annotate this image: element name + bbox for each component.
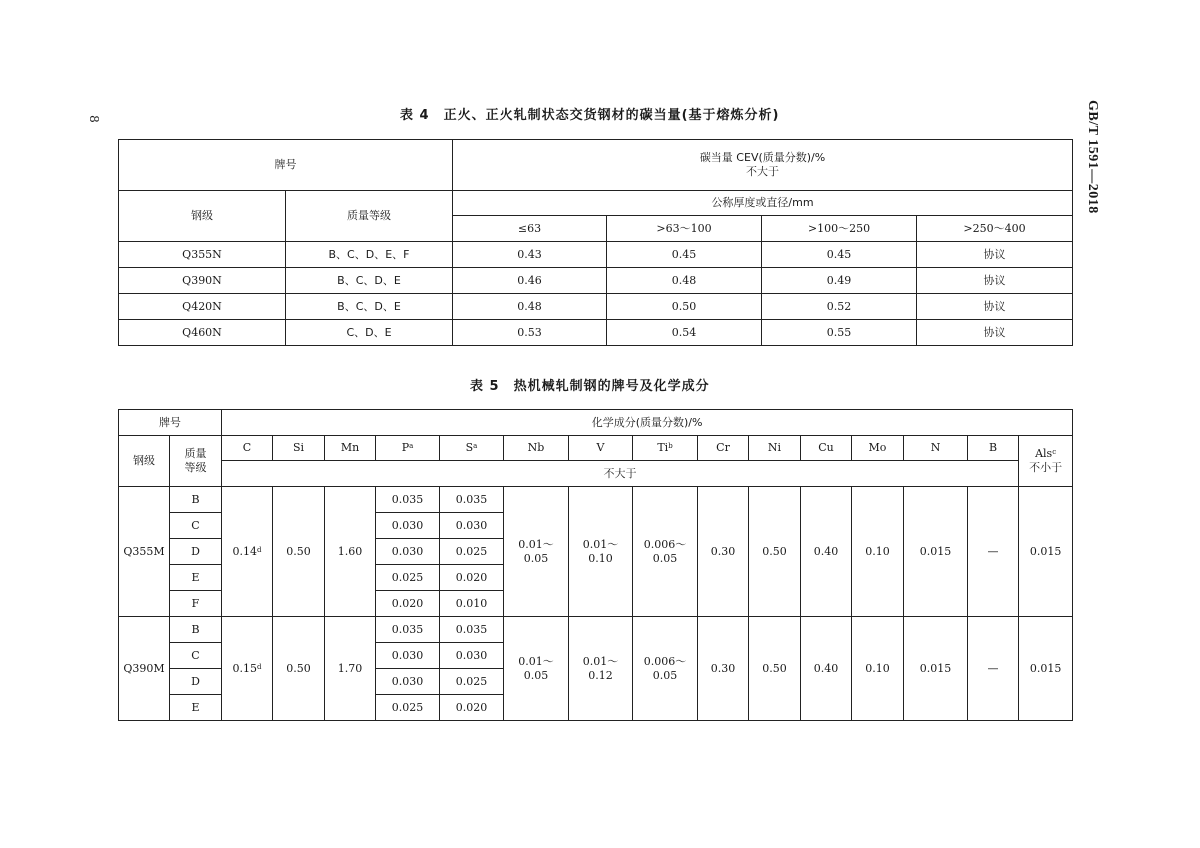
value-cell: 0.45 [762,242,917,268]
quality-cell: F [170,591,222,617]
als-min-label: 不小于 [1029,461,1063,474]
n-value-cell: 0.015 [904,487,968,617]
table-row [119,242,1073,268]
quality-cell: B [170,487,222,513]
mo-value-cell: 0.10 [852,617,904,721]
table4-caption: 表 4 正火、正火轧制状态交货钢材的碳当量(基于熔炼分析) [400,108,780,123]
v-value-cell [569,617,633,721]
cr-value-cell: 0.30 [698,617,749,721]
p-value-cell: 0.030 [376,539,440,565]
element-header-cu: Cu [801,436,852,461]
v-value-line1: 0.01～ [582,654,619,668]
quality-cell: E [170,565,222,591]
table-row [119,268,1073,294]
nb-value-cell [504,617,569,721]
value-cell: 0.55 [762,320,917,346]
ti-symbol: Ti [657,441,669,454]
p-symbol: P [401,441,410,454]
c-footnote: d [257,662,262,671]
grade-cell: Q355N [119,242,286,268]
element-header-si: Si [273,436,325,461]
ti-value-line1: 0.006～ [643,654,687,668]
grade-cell: Q390M [119,617,170,721]
p-footnote: a [409,442,414,450]
table5-steel-grade-header: 钢级 [119,436,170,487]
als-footnote: c [1052,448,1057,456]
p-value-cell: 0.025 [376,695,440,721]
si-value-cell: 0.50 [273,617,325,721]
max-label: 不大于 [222,461,1019,487]
c-value-cell [222,617,273,721]
p-value-cell: 0.030 [376,513,440,539]
als-label [1019,447,1072,461]
value-cell: 0.43 [453,242,607,268]
p-value-cell: 0.020 [376,591,440,617]
c-footnote: d [257,545,262,554]
standard-code: GB/T 1591—2018 [1085,100,1100,214]
value-cell: 0.45 [607,242,762,268]
value-cell: 协议 [917,242,1073,268]
element-header-cr: Cr [698,436,749,461]
grade-cell: Q390N [119,268,286,294]
quality-cell: B、C、D、E [286,268,453,294]
value-cell: 0.48 [607,268,762,294]
element-header-mn: Mn [325,436,376,461]
value-cell: 协议 [917,320,1073,346]
element-header-als [1019,436,1073,487]
ni-value-cell: 0.50 [749,487,801,617]
value-cell: 0.49 [762,268,917,294]
mn-value-cell: 1.60 [325,487,376,617]
thickness-col-3: >100～250 [762,216,917,242]
v-value-line2: 0.10 [588,551,613,565]
table-row [119,617,1073,643]
grade-cell: Q420N [119,294,286,320]
value-cell: 0.46 [453,268,607,294]
s-value-cell: 0.030 [440,513,504,539]
c-value: 0.14 [232,544,257,558]
value-cell: 0.52 [762,294,917,320]
cev-max-label: 不大于 [746,165,780,178]
table4-thickness-header: 公称厚度或直径/mm [453,191,1073,216]
table4-carbon-equivalent [118,139,1073,346]
element-header-b: B [968,436,1019,461]
p-value-cell: 0.030 [376,669,440,695]
s-footnote: a [473,442,478,450]
ti-value-line2: 0.05 [652,668,678,682]
b-value-cell: — [968,487,1019,617]
quality-cell: C、D、E [286,320,453,346]
table4-cev-header [453,140,1073,191]
ti-footnote: b [668,442,673,450]
thickness-col-1: ≤63 [453,216,607,242]
s-value-cell: 0.020 [440,565,504,591]
nb-value-line1: 0.01～ [518,654,554,668]
nb-value-cell [504,487,569,617]
value-cell: 协议 [917,294,1073,320]
nb-value-line2: 0.05 [523,551,549,565]
s-value-cell: 0.030 [440,643,504,669]
thickness-col-2: >63～100 [607,216,762,242]
table5-chemical-composition [118,409,1073,721]
element-header-mo: Mo [852,436,904,461]
table-row [119,294,1073,320]
p-value-cell: 0.035 [376,487,440,513]
element-header-s [440,436,504,461]
table4-grade-group-header: 牌号 [119,140,453,191]
element-header-ti [633,436,698,461]
v-value-line2: 0.12 [588,668,613,682]
quality-cell: B、C、D、E [286,294,453,320]
nb-value-line2: 0.05 [523,668,549,682]
grade-cell: Q460N [119,320,286,346]
cev-label: 碳当量 CEV(质量分数)/% [699,151,826,164]
quality-cell: C [170,513,222,539]
c-value: 0.15 [232,661,257,675]
thickness-col-4: >250～400 [917,216,1073,242]
quality-cell: B [170,617,222,643]
ni-value-cell: 0.50 [749,617,801,721]
table4-steel-grade-header: 钢级 [119,191,286,242]
quality-label-2: 等级 [184,461,207,474]
s-value-cell: 0.025 [440,669,504,695]
quality-cell: E [170,695,222,721]
p-value-cell: 0.030 [376,643,440,669]
mn-value-cell: 1.70 [325,617,376,721]
quality-cell: B、C、D、E、F [286,242,453,268]
v-value-line1: 0.01～ [582,537,619,551]
mo-value-cell: 0.10 [852,487,904,617]
page-number: 8 [86,115,101,123]
table-row [119,487,1073,513]
v-value-cell [569,487,633,617]
p-value-cell: 0.035 [376,617,440,643]
quality-cell: C [170,643,222,669]
als-value-cell: 0.015 [1019,617,1073,721]
ti-value-line2: 0.05 [652,551,678,565]
table5-grade-group-header: 牌号 [119,410,222,436]
als-value-cell: 0.015 [1019,487,1073,617]
nb-value-line1: 0.01～ [518,537,554,551]
table5-caption: 表 5 热机械轧制钢的牌号及化学成分 [470,379,710,394]
cr-value-cell: 0.30 [698,487,749,617]
value-cell: 0.53 [453,320,607,346]
s-value-cell: 0.035 [440,617,504,643]
c-value-cell [222,487,273,617]
s-value-cell: 0.020 [440,695,504,721]
p-value-cell: 0.025 [376,565,440,591]
n-value-cell: 0.015 [904,617,968,721]
als-symbol: Als [1035,447,1053,460]
element-header-v: V [569,436,633,461]
quality-label-1: 质量 [184,447,207,460]
cu-value-cell: 0.40 [801,617,852,721]
cu-value-cell: 0.40 [801,487,852,617]
table4-quality-class-header: 质量等级 [286,191,453,242]
element-header-nb: Nb [504,436,569,461]
value-cell: 0.50 [607,294,762,320]
s-value-cell: 0.035 [440,487,504,513]
element-header-n: N [904,436,968,461]
element-header-ni: Ni [749,436,801,461]
ti-value-cell [633,617,698,721]
grade-cell: Q355M [119,487,170,617]
s-value-cell: 0.025 [440,539,504,565]
ti-value-cell [633,487,698,617]
quality-cell: D [170,539,222,565]
standard-code-container [1080,100,1120,340]
value-cell: 协议 [917,268,1073,294]
table-row [119,320,1073,346]
table5-quality-header [170,436,222,487]
b-value-cell: — [968,617,1019,721]
value-cell: 0.48 [453,294,607,320]
table5-chem-header: 化学成分(质量分数)/% [222,410,1073,436]
ti-value-line1: 0.006～ [643,537,687,551]
s-value-cell: 0.010 [440,591,504,617]
element-header-c: C [222,436,273,461]
s-symbol: S [465,441,474,454]
quality-cell: D [170,669,222,695]
value-cell: 0.54 [607,320,762,346]
si-value-cell: 0.50 [273,487,325,617]
element-header-p [376,436,440,461]
